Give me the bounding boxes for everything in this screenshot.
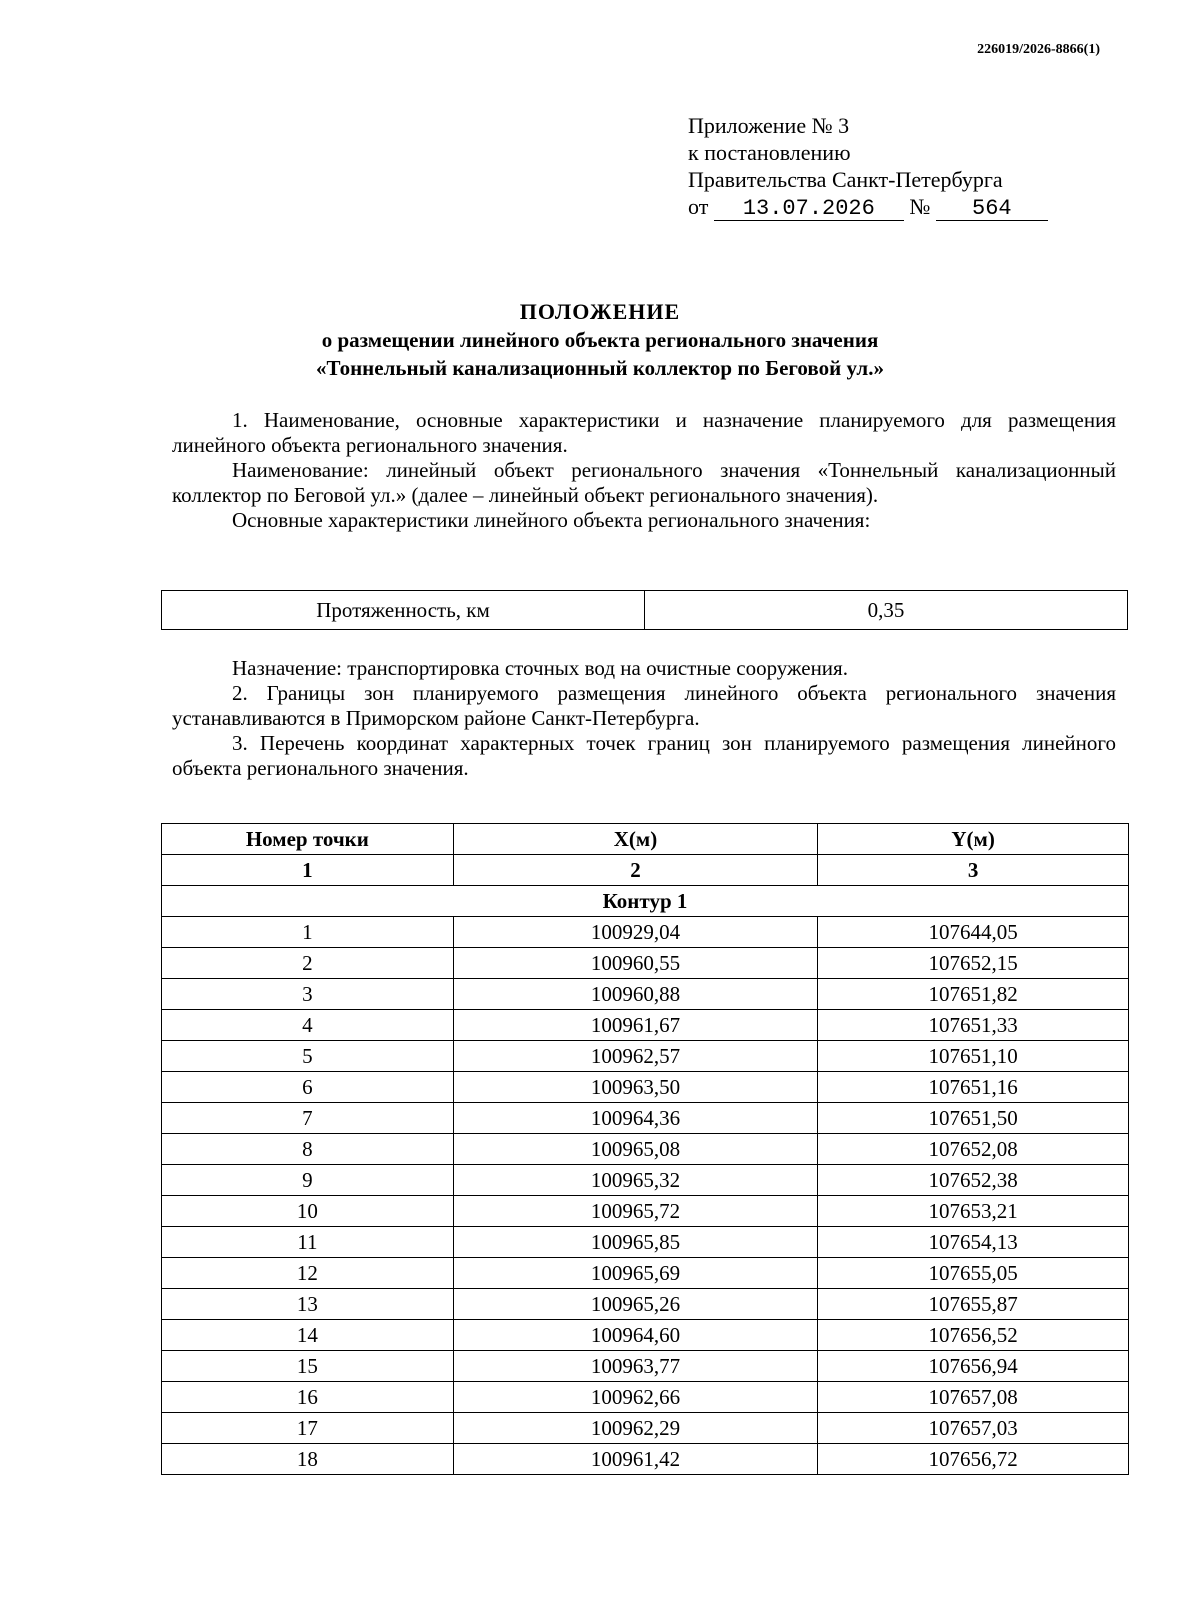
coordinates-table: [161, 823, 1129, 1475]
table-row: [162, 1103, 1129, 1134]
annex-date: 13.07.2026: [714, 198, 904, 221]
point-number-cell: 5: [162, 1041, 454, 1072]
table-row: [162, 1165, 1129, 1196]
point-number-cell: 1: [162, 917, 454, 948]
point-number-cell: 14: [162, 1320, 454, 1351]
y-coordinate-cell: 107654,13: [818, 1227, 1129, 1258]
annex-line-2: к постановлению: [688, 140, 851, 165]
table-row: [162, 1072, 1129, 1103]
x-coordinate-cell: 100965,32: [453, 1165, 817, 1196]
x-coordinate-cell: 100962,66: [453, 1382, 817, 1413]
x-coordinate-cell: 100963,50: [453, 1072, 817, 1103]
table-row: [162, 948, 1129, 979]
characteristics-value: 0,35: [645, 591, 1128, 630]
table-row: [162, 917, 1129, 948]
point-number-cell: 6: [162, 1072, 454, 1103]
table-row: [162, 1413, 1129, 1444]
title-sub-2: «Тоннельный канализационный коллектор по Беговой ул.»: [316, 356, 884, 380]
title-sub-1: о размещении линейного объекта регионального значения: [321, 328, 879, 352]
coordinates-column-number-row: [162, 855, 1129, 886]
point-number-cell: 16: [162, 1382, 454, 1413]
section-2-paragraph-1: Назначение: транспортировка сточных вод на очистные сооружения.: [232, 656, 848, 680]
x-coordinate-cell: 100961,67: [453, 1010, 817, 1041]
point-number-cell: 17: [162, 1413, 454, 1444]
x-coordinate-cell: 100962,57: [453, 1041, 817, 1072]
point-number-cell: 18: [162, 1444, 454, 1475]
y-coordinate-cell: 107652,38: [818, 1165, 1129, 1196]
section-1: [172, 408, 1116, 533]
header-point-number: Номер точки: [162, 824, 454, 855]
table-row: [162, 979, 1129, 1010]
point-number-cell: 2: [162, 948, 454, 979]
table-row: [162, 1320, 1129, 1351]
x-coordinate-cell: 100965,85: [453, 1227, 817, 1258]
point-number-cell: 8: [162, 1134, 454, 1165]
x-coordinate-cell: 100965,69: [453, 1258, 817, 1289]
table-row: [162, 1227, 1129, 1258]
column-number-3: 3: [818, 855, 1129, 886]
section-1-paragraph-2: Наименование: линейный объект регионального значения «Тоннельный канализационный коллектор по Беговой ул.» (далее – линейный объект регионального значения).: [172, 458, 1116, 507]
x-coordinate-cell: 100962,29: [453, 1413, 817, 1444]
x-coordinate-cell: 100964,60: [453, 1320, 817, 1351]
table-row: [162, 1010, 1129, 1041]
y-coordinate-cell: 107651,82: [818, 979, 1129, 1010]
annex-number: 564: [936, 198, 1048, 221]
table-row: [162, 1134, 1129, 1165]
characteristics-label: Протяженность, км: [162, 591, 645, 630]
point-number-cell: 15: [162, 1351, 454, 1382]
point-number-cell: 12: [162, 1258, 454, 1289]
point-number-cell: 11: [162, 1227, 454, 1258]
table-row: [162, 1196, 1129, 1227]
x-coordinate-cell: 100961,42: [453, 1444, 817, 1475]
y-coordinate-cell: 107652,15: [818, 948, 1129, 979]
y-coordinate-cell: 107656,52: [818, 1320, 1129, 1351]
y-coordinate-cell: 107656,94: [818, 1351, 1129, 1382]
registration-number: 226019/2026-8866(1): [977, 42, 1100, 57]
y-coordinate-cell: 107656,72: [818, 1444, 1129, 1475]
annex-line-1: Приложение № 3: [688, 113, 850, 138]
table-row: [162, 1258, 1129, 1289]
x-coordinate-cell: 100963,77: [453, 1351, 817, 1382]
table-row: [162, 1289, 1129, 1320]
y-coordinate-cell: 107644,05: [818, 917, 1129, 948]
contour-row: [162, 886, 1129, 917]
point-number-cell: 7: [162, 1103, 454, 1134]
characteristics-row: [162, 591, 1128, 630]
x-coordinate-cell: 100964,36: [453, 1103, 817, 1134]
point-number-cell: 3: [162, 979, 454, 1010]
y-coordinate-cell: 107653,21: [818, 1196, 1129, 1227]
y-coordinate-cell: 107655,87: [818, 1289, 1129, 1320]
section-2-paragraph-3: 3. Перечень координат характерных точек границ зон планируемого размещения линейного объекта регионального значения.: [172, 731, 1116, 780]
x-coordinate-cell: 100965,72: [453, 1196, 817, 1227]
point-number-cell: 13: [162, 1289, 454, 1320]
section-1-paragraph-3: Основные характеристики линейного объекта регионального значения:: [232, 508, 871, 532]
section-2: [172, 656, 1116, 781]
header-x: X(м): [453, 824, 817, 855]
column-number-2: 2: [453, 855, 817, 886]
x-coordinate-cell: 100960,55: [453, 948, 817, 979]
coordinates-header-row: [162, 824, 1129, 855]
x-coordinate-cell: 100965,08: [453, 1134, 817, 1165]
y-coordinate-cell: 107655,05: [818, 1258, 1129, 1289]
y-coordinate-cell: 107651,10: [818, 1041, 1129, 1072]
x-coordinate-cell: 100965,26: [453, 1289, 817, 1320]
table-row: [162, 1351, 1129, 1382]
y-coordinate-cell: 107657,08: [818, 1382, 1129, 1413]
contour-label: Контур 1: [162, 886, 1129, 917]
column-number-1: 1: [162, 855, 454, 886]
section-1-paragraph-1: 1. Наименование, основные характеристики и назначение планируемого для размещения линейного объекта регионального значения.: [172, 408, 1116, 457]
table-row: [162, 1444, 1129, 1475]
annex-date-line: [688, 193, 1048, 221]
header-y: Y(м): [818, 824, 1129, 855]
section-2-paragraph-2: 2. Границы зон планируемого размещения линейного объекта регионального значения устанавливаются в Приморском районе Санкт-Петербурга.: [172, 681, 1116, 730]
annex-from-label: от: [688, 194, 709, 219]
point-number-cell: 4: [162, 1010, 454, 1041]
y-coordinate-cell: 107651,50: [818, 1103, 1129, 1134]
title-main: ПОЛОЖЕНИЕ: [519, 299, 681, 324]
annex-block: [688, 112, 1048, 221]
y-coordinate-cell: 107657,03: [818, 1413, 1129, 1444]
coordinates-body: [162, 917, 1129, 1475]
y-coordinate-cell: 107652,08: [818, 1134, 1129, 1165]
x-coordinate-cell: 100960,88: [453, 979, 817, 1010]
annex-line-3: Правительства Санкт-Петербурга: [688, 167, 1003, 192]
y-coordinate-cell: 107651,16: [818, 1072, 1129, 1103]
point-number-cell: 9: [162, 1165, 454, 1196]
point-number-cell: 10: [162, 1196, 454, 1227]
document-title: [0, 298, 1200, 382]
y-coordinate-cell: 107651,33: [818, 1010, 1129, 1041]
table-row: [162, 1382, 1129, 1413]
characteristics-table: [161, 590, 1128, 630]
table-row: [162, 1041, 1129, 1072]
annex-number-label: №: [909, 194, 931, 219]
x-coordinate-cell: 100929,04: [453, 917, 817, 948]
